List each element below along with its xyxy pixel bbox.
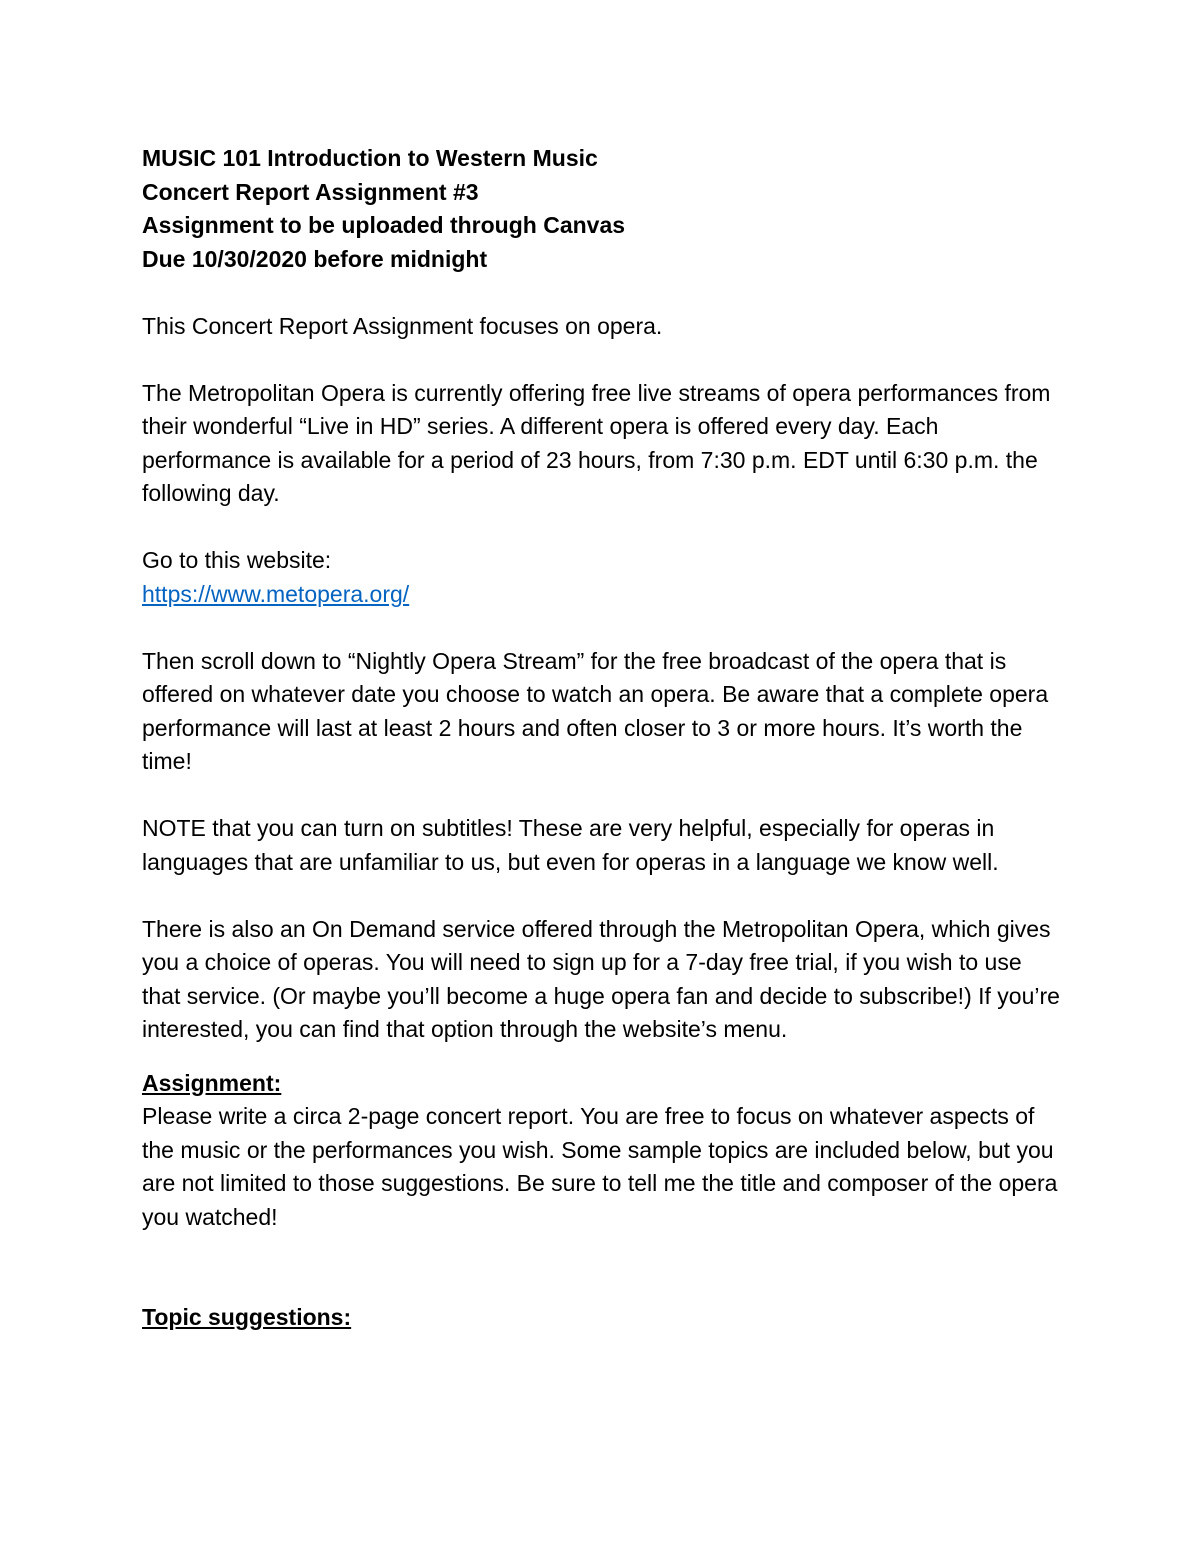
spacer — [142, 1047, 1062, 1067]
goto-label: Go to this website: — [142, 547, 332, 573]
scroll-paragraph: Then scroll down to “Nightly Opera Stream” for the free broadcast of the opera that is offered on whatever date you choose to watch an opera. Be aware that a complete opera performance will last at least 2 hours and often closer to 3 or more hours. It’s worth the time! — [142, 647, 1049, 774]
metopera-link[interactable]: https://www.metopera.org/ — [142, 580, 410, 607]
assignment-text: Please write a circa 2-page concert report. You are free to focus on whatever aspects of the music or the performances you wish. Some sample topics are included below, but you are not limited to those suggestions. Be sure to tell me the title and composer of the opera you watched! — [142, 1103, 1058, 1230]
on-demand-paragraph: There is also an On Demand service offered through the Metropolitan Opera, which gives you a choice of operas. You will need to sign up for a 7-day free trial, if you wish to use that service. (Or maybe you’ll become a huge opera fan and decide to subscribe!) If you’re interested, you can find that option through the website’s menu. — [142, 915, 1060, 1042]
met-paragraph: The Metropolitan Opera is currently offering free live streams of opera performances from their wonderful “Live in HD” series. A different opera is offered every day. Each performance is available for a period of 23 hours, from 7:30 p.m. EDT until 6:30 p.m. the following day. — [142, 379, 1051, 506]
intro-paragraph: This Concert Report Assignment focuses on opera. — [142, 312, 663, 339]
due-date: Due 10/30/2020 before midnight — [142, 245, 488, 272]
spacer — [142, 343, 1062, 377]
spacer — [142, 611, 1062, 645]
spacer — [142, 1234, 1062, 1301]
note-paragraph: NOTE that you can turn on subtitles! These are very helpful, especially for operas in languages that are unfamiliar to us, but even for operas in a language we know well. — [142, 815, 999, 875]
spacer — [142, 879, 1062, 913]
topics-heading: Topic suggestions: — [142, 1304, 352, 1330]
spacer — [142, 276, 1062, 310]
website-link-line — [142, 578, 1062, 612]
document-content — [142, 142, 1062, 1335]
assignment-title: Concert Report Assignment #3 — [142, 178, 479, 205]
assignment-heading: Assignment: — [142, 1069, 282, 1096]
spacer — [142, 779, 1062, 813]
upload-note: Assignment to be uploaded through Canvas — [142, 212, 626, 238]
spacer — [142, 511, 1062, 545]
course-title: MUSIC 101 Introduction to Western Music — [142, 145, 598, 171]
